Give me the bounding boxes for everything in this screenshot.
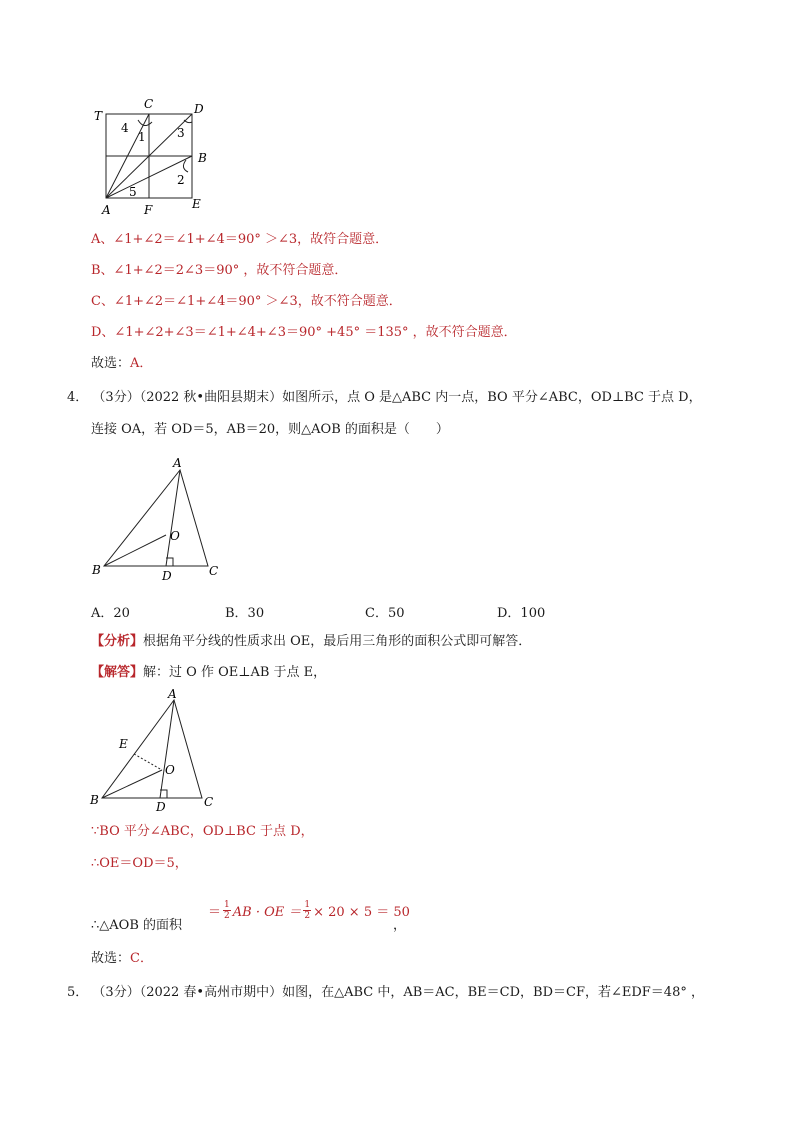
q4-analysis-line [91, 634, 531, 650]
fraction-1-denominator: 2 [224, 910, 230, 921]
figure-square-grid [88, 96, 218, 218]
q4-answer-line [91, 951, 153, 967]
formula-eq-1: ＝ [208, 904, 222, 920]
triangle-ABC-solution [102, 700, 202, 798]
segment-OE-dashed [134, 754, 162, 770]
angle-label-3: 3 [177, 126, 185, 140]
fraction-1-numerator: 1 [224, 899, 230, 910]
fig2-label-A: A [173, 456, 182, 470]
q4-number: 4． [67, 390, 89, 405]
fig3-label-C: C [204, 795, 214, 809]
label-E: E [192, 197, 201, 211]
label-A: A [102, 203, 111, 217]
fraction-2-denominator: 2 [304, 910, 311, 921]
q4-solution-tag: 【解答】 [91, 665, 144, 680]
q3-analysis-c: C、∠1+∠2＝∠1+∠4＝90° ＞∠3，故不符合题意． [91, 294, 402, 309]
label-D: D [194, 102, 204, 116]
angle-label-1: 1 [138, 130, 146, 144]
q4-option-a: A．20 [91, 606, 130, 621]
q4-stem-line1 [67, 390, 702, 406]
segment-BO-solution [102, 770, 162, 798]
fig2-label-D: D [162, 569, 172, 583]
label-C: C [144, 97, 154, 111]
fig2-label-O: O [170, 529, 180, 543]
q5-stem-line1 [67, 985, 704, 1001]
fig3-label-B: B [90, 793, 99, 807]
q4-analysis-tag: 【分析】 [91, 634, 144, 649]
fraction-half-2 [303, 900, 311, 921]
q3-analysis-d: D、∠1+∠2+∠3＝∠1+∠4+∠3＝90° +45° ＝135° ，故不符合题意． [91, 325, 517, 340]
q4-step-2: ∴OE＝OD＝5， [91, 856, 188, 871]
q4-step-1: ∵BO 平分∠ABC，OD⊥BC 于点 D， [91, 824, 314, 839]
fig2-label-C: C [209, 564, 219, 578]
q4-step-3-prefix: ∴△AOB 的面积 [91, 918, 183, 933]
q5-meta: （3分）（2022 春•高州市期中） [92, 985, 283, 1000]
q4-area-formula [208, 897, 410, 923]
q4-answer: C． [130, 951, 153, 966]
fig3-label-E: E [119, 737, 128, 751]
angle-label-2: 2 [177, 173, 185, 187]
q3-answer-prefix: 故选： [91, 356, 131, 371]
q4-solution-line [91, 665, 326, 681]
q4-meta: （3分）（2022 秋•曲阳县期末） [92, 390, 283, 405]
q3-answer: A． [130, 356, 153, 371]
q5-number: 5． [67, 985, 89, 1000]
fig3-label-D: D [156, 800, 166, 814]
fraction-half-1 [223, 900, 231, 921]
fig3-label-A: A [168, 687, 177, 701]
label-B: B [198, 151, 207, 165]
segment-AD-solution [160, 700, 174, 798]
figure-triangle-q4 [88, 452, 228, 587]
fig2-label-B: B [92, 563, 101, 577]
q3-analysis-a: A、∠1+∠2＝∠1+∠4＝90° ＞∠3，故符合题意． [91, 232, 389, 247]
q4-option-c: C．50 [365, 606, 405, 621]
label-T: T [94, 109, 103, 123]
q4-solution-text: 解：过 O 作 OE⊥AB 于点 E， [143, 665, 327, 680]
angle-label-5: 5 [129, 185, 137, 199]
q3-answer-line [91, 356, 152, 372]
triangle-ABC [104, 470, 208, 566]
formula-result: × 20 × 5 ＝ 50 [313, 904, 410, 920]
fig3-label-O: O [165, 763, 175, 777]
formula-ab-oe: AB · OE ＝ [232, 904, 302, 920]
figure-triangle-solution [88, 684, 228, 814]
q4-step-3-suffix: ， [393, 918, 407, 933]
q4-analysis-text: 根据角平分线的性质求出 OE，最后用三角形的面积公式即可解答． [143, 634, 532, 649]
q4-answer-prefix: 故选： [91, 951, 131, 966]
q4-stem-2: 连接 OA，若 OD＝5，AB＝20，则△AOB 的面积是（ ） [91, 422, 449, 437]
arc-angle-2 [183, 160, 188, 172]
q3-analysis-b: B、∠1+∠2＝2∠3＝90° ，故不符合题意． [91, 263, 348, 278]
q4-stem-1: 如图所示，点 O 是△ABC 内一点，BO 平分∠ABC，OD⊥BC 于点 D， [282, 390, 702, 405]
segment-BO [104, 535, 166, 566]
q4-option-d: D．100 [497, 606, 546, 621]
label-F: F [144, 203, 153, 217]
q5-stem-1: 如图，在△ABC 中，AB＝AC，BE＝CD，BD＝CF，若∠EDF＝48° ， [282, 985, 704, 1000]
q4-option-b: B．30 [225, 606, 265, 621]
fraction-2-numerator: 1 [304, 899, 311, 910]
angle-label-4: 4 [121, 121, 129, 135]
